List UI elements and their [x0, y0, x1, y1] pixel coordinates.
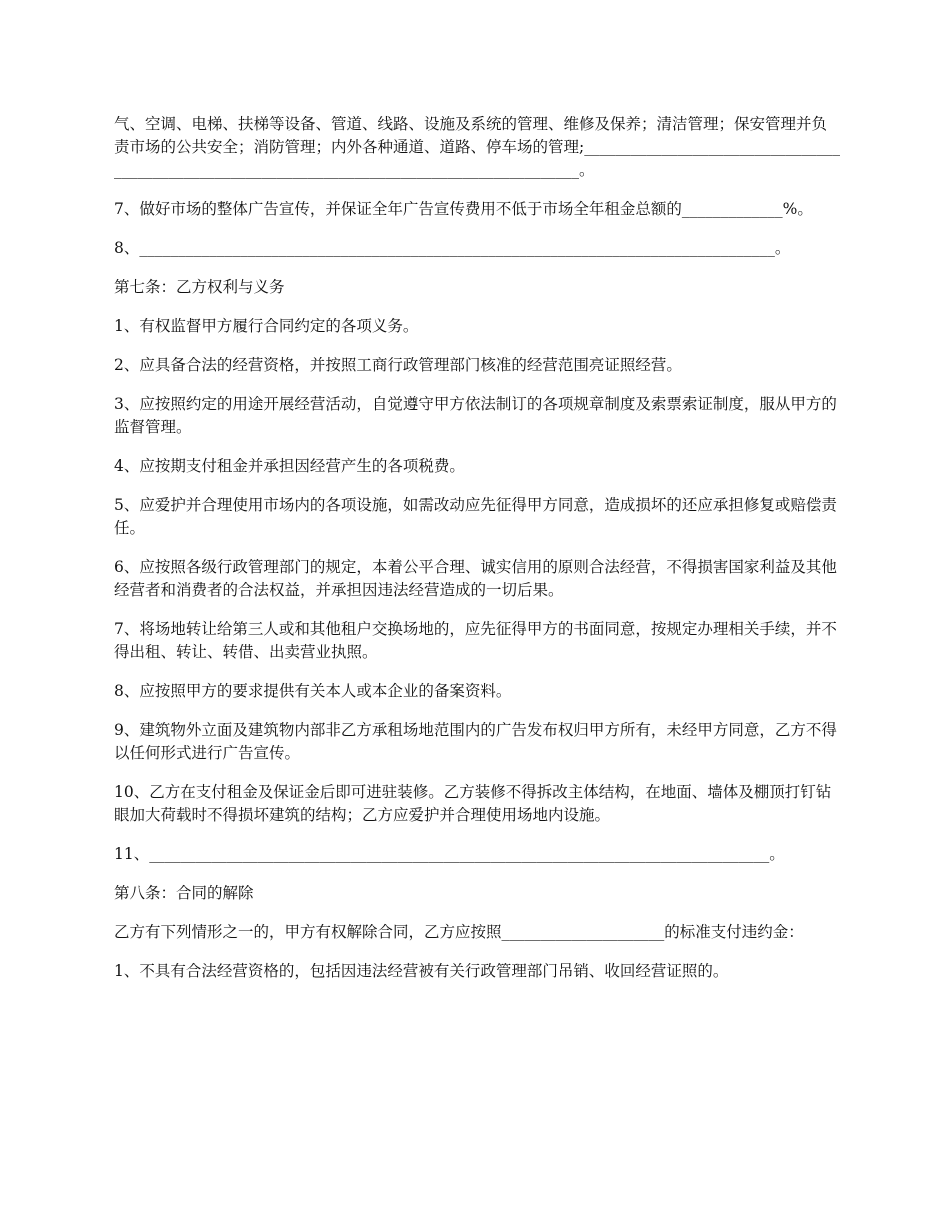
paragraph-article-7-item-11-blank: 11、________________________________________________________________________________。: [114, 845, 785, 863]
paragraph-article-7-item-7: 7、将场地转让给第三人或和其他租户交换场地的，应先征得甲方的书面同意，按规定办理相关手续，并不得出租、转让、转借、出卖营业执照。: [114, 620, 837, 661]
paragraph-article-7-item-9: 9、建筑物外立面及建筑物内部非乙方承租场地范围内的广告发布权归甲方所有，未经甲方同意，乙方不得以任何形式进行广告宣传。: [114, 721, 837, 762]
paragraph-article-7-item-10: 10、乙方在支付租金及保证金后即可进驻装修。乙方装修不得拆改主体结构，在地面、墙体及棚顶打钉钻眼加大荷载时不得损坏建筑的结构；乙方应爱护并合理使用场地内设施。: [114, 783, 832, 824]
section-heading-article-8: 第八条：合同的解除: [114, 884, 254, 902]
paragraph-article-7-item-3: 3、应按照约定的用途开展经营活动，自觉遵守甲方依法制订的各项规章制度及索票索证制度，服从甲方的监督管理。: [114, 395, 837, 436]
paragraph-article-7-item-8: 8、应按照甲方的要求提供有关本人或本企业的备案资料。: [114, 682, 512, 700]
section-heading-article-7: 第七条：乙方权利与义务: [114, 278, 285, 296]
paragraph-article-7-item-5: 5、应爱护并合理使用市场内的各项设施，如需改动应先征得甲方同意，造成损坏的还应承担修复或赔偿责任。: [114, 496, 837, 537]
paragraph-article-7-item-4: 4、应按期支付租金并承担因经营产生的各项税费。: [114, 457, 465, 475]
paragraph-item-8-blank: 8、__________________________________________________________________________________。: [114, 239, 791, 257]
document-body: [114, 113, 840, 999]
paragraph-article-7-item-2: 2、应具备合法的经营资格，并按照工商行政管理部门核准的经营范围亮证照经营。: [114, 356, 682, 374]
paragraph-facility-management-continued: 气、空调、电梯、扶梯等设备、管道、线路、设施及系统的管理、维修及保养；清洁管理；保安管理并负责市场的公共安全；消防管理；内外各种通道、道路、停车场的管理;_____________________________________________________________________________________________。: [114, 115, 840, 179]
paragraph-article-7-item-1: 1、有权监督甲方履行合同约定的各项义务。: [114, 317, 419, 335]
paragraph-article-8-intro: 乙方有下列情形之一的，甲方有权解除合同，乙方应按照_____________________的标准支付违约金：: [114, 923, 804, 941]
paragraph-article-8-item-1: 1、不具有合法经营资格的，包括因违法经营被有关行政管理部门吊销、收回经营证照的。: [114, 962, 729, 980]
paragraph-item-7-advertising: 7、做好市场的整体广告宣传，并保证全年广告宣传费用不低于市场全年租金总额的_____________%。: [114, 200, 813, 218]
paragraph-article-7-item-6: 6、应按照各级行政管理部门的规定，本着公平合理、诚实信用的原则合法经营，不得损害国家利益及其他经营者和消费者的合法权益，并承担因违法经营造成的一切后果。: [114, 558, 837, 599]
